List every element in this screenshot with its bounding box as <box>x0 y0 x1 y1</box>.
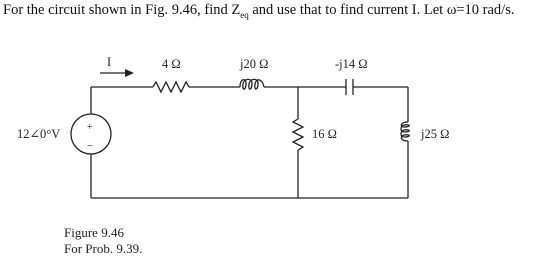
figure-problem-ref: For Prob. 9.39. <box>64 241 143 256</box>
inductor-shunt-label: j25 Ω <box>421 127 450 141</box>
source-label: 12∠0°V <box>17 127 61 141</box>
inductor-series-label: j20 Ω <box>240 57 269 71</box>
resistor-shunt-zigzag <box>293 119 303 150</box>
source-plus-sign: + <box>87 122 93 133</box>
inductor-shunt-coil <box>401 122 409 141</box>
problem-subscript: eq <box>240 9 249 20</box>
current-arrow-icon <box>125 69 134 77</box>
resistor-shunt-label: 16 Ω <box>312 127 337 141</box>
figure-number: Figure 9.46 <box>64 225 124 240</box>
source-minus-sign: − <box>87 140 94 152</box>
figure-caption <box>64 225 142 257</box>
resistor-series-label: 4 Ω <box>162 57 181 71</box>
problem-text-before: For the circuit shown in Fig. 9.46, find Z <box>3 2 241 18</box>
inductor-series-coil <box>240 79 264 89</box>
current-label: I <box>107 55 112 69</box>
capacitor-label: -j14 Ω <box>335 57 368 71</box>
resistor-series-zigzag <box>153 82 189 92</box>
problem-text-after: and use that to find current I. Let ω=10 rad/s. <box>248 2 515 18</box>
